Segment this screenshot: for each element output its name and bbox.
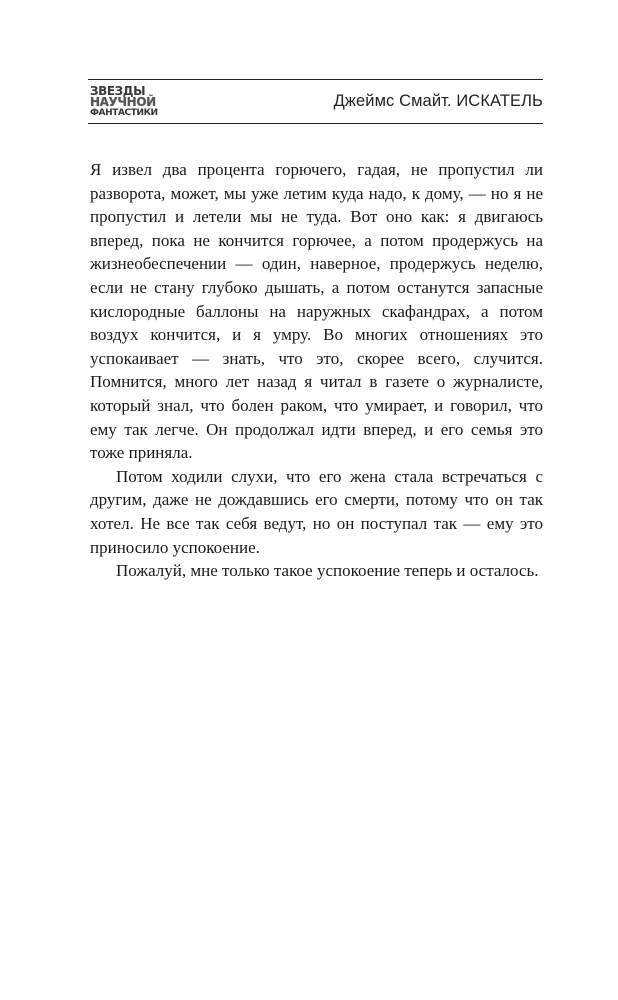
- logo-line-3: ФАНТАСТИКИ: [90, 108, 158, 118]
- paragraph-2: Потом ходили слухи, что его жена стала встречаться с другим, даже не дождавшись его смерти, потому что он так хотел. Не все так себя ведут, но он поступал так — ему это приносило успокоение.: [90, 466, 543, 557]
- body-text: [90, 158, 543, 583]
- paragraph-1: Я извел два процента горючего, гадая, не пропустил ли разворота, может, мы уже летим куда надо, к дому, — но я не пропустил и летели мы не туда. Вот оно как: я двигаюсь вперед, пока не кончится горючее, а потом продержусь на жизнеобеспечении — один, наверное, продержусь неделю, если не стану глубоко дышать, а потом останутся запасные кислородные баллоны на наружных скафандрах, а потом воздух кончится, и я умру. Во многих отношениях это успокаивает — знать, что это, скорее всего, случится. Помнится, много лет назад я читал в газете о журналисте, который знал, что болен раком, что умирает, и говорил, что ему так легче. Он продолжал идти вперед, и его семья это тоже приняла.: [90, 160, 543, 463]
- page-header: [88, 79, 543, 124]
- paragraph-3: Пожалуй, мне только такое успокоение теперь и осталось.: [116, 561, 539, 581]
- logo-line-1: ЗВЕЗДЫ: [90, 84, 146, 98]
- series-logo: [90, 85, 172, 119]
- running-head: Джеймс Смайт. ИСКАТЕЛЬ: [333, 92, 543, 110]
- logo-line-2: НАУЧНОЙ: [90, 95, 156, 109]
